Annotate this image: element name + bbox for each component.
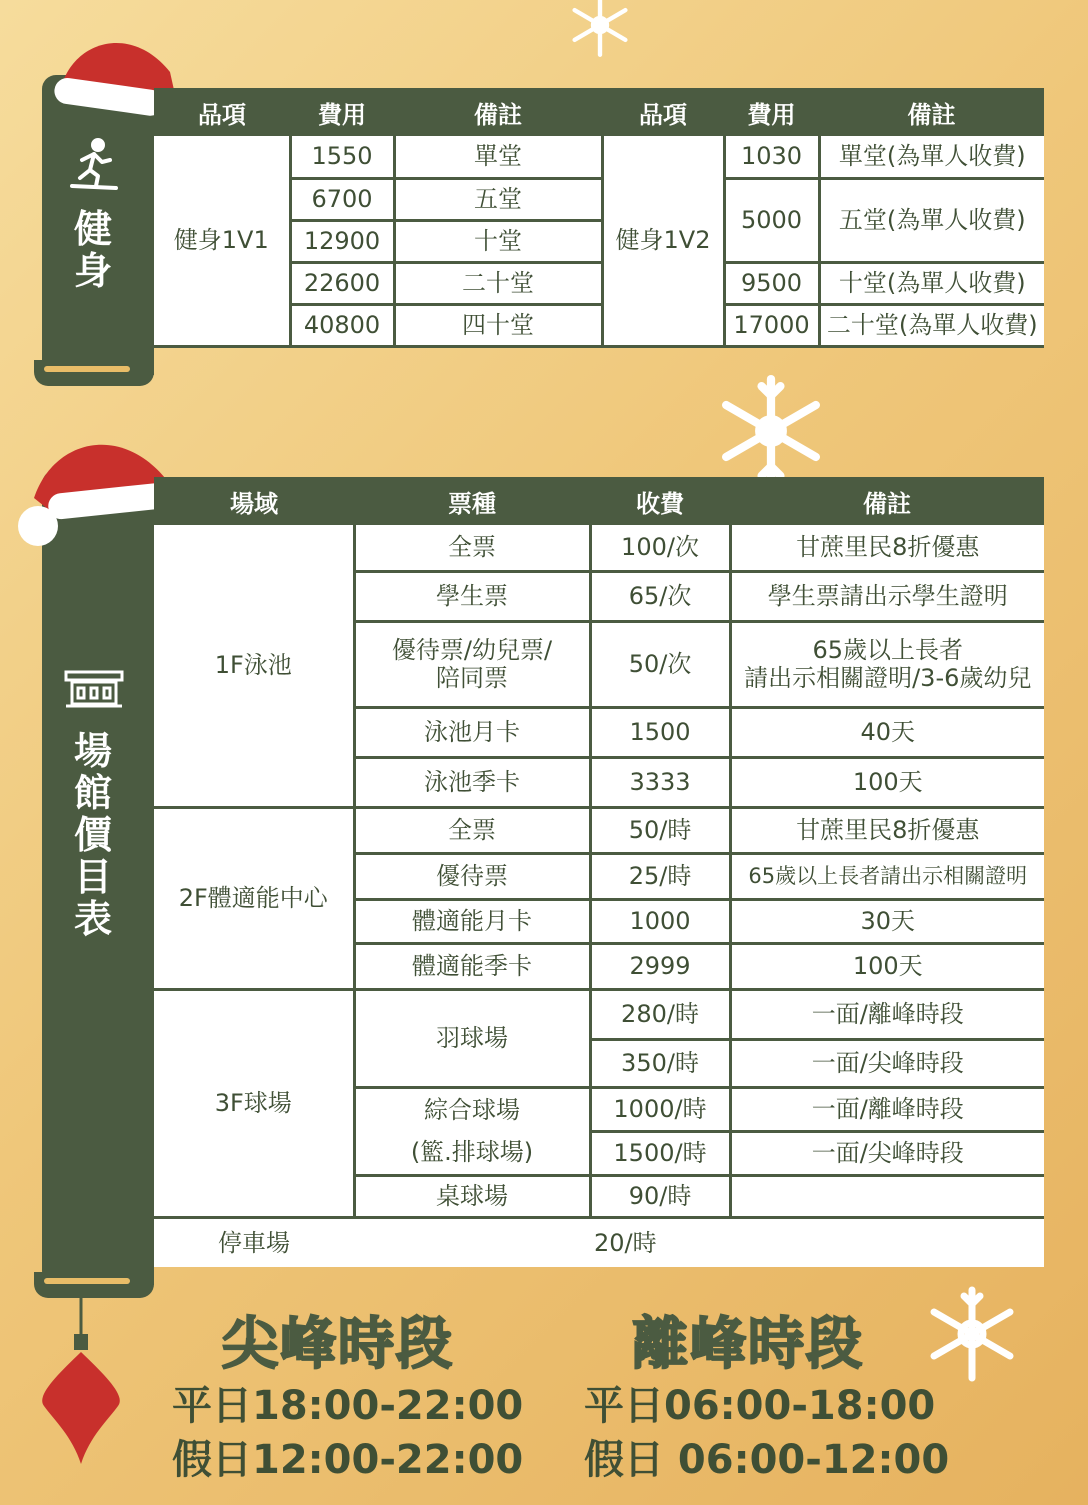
header-fee: 收費 [590, 477, 730, 525]
offpeak-title: 離峰時段 [632, 1312, 864, 1377]
note-cell: 40天 [730, 707, 1044, 757]
ticket-cell: 全票 [354, 807, 590, 853]
ticket-cell: 優待票/幼兒票/ 陪同票 [354, 621, 590, 707]
ticket-table-tennis: 桌球場 [354, 1175, 590, 1217]
note-cell: 65歲以上長者 請出示相關證明/3-6歲幼兒 [730, 621, 1044, 707]
offpeak-holiday: 假日 06:00-12:00 [584, 1437, 950, 1483]
note-cell: 十堂 [394, 220, 602, 262]
fee-cell: 100/次 [590, 525, 730, 571]
note-cell: 五堂(為單人收費) [819, 178, 1044, 262]
note-cell: 學生票請出示學生證明 [730, 571, 1044, 621]
note-cell: 單堂 [394, 136, 602, 178]
note-cell: 五堂 [394, 178, 602, 220]
header-note: 備註 [730, 477, 1044, 525]
venue-price-table [154, 477, 1044, 1267]
note-cell: 十堂(為單人收費) [819, 262, 1044, 304]
note-cell: 四十堂 [394, 304, 602, 346]
header-fee: 費用 [290, 88, 394, 136]
item-1v1: 健身1V1 [154, 136, 290, 346]
note-cell: 甘蔗里民8折優惠 [730, 807, 1044, 853]
ticket-multi-court-sub: (籃.排球場) [354, 1131, 590, 1175]
header-item: 品項 [602, 88, 724, 136]
fee-cell: 40800 [290, 304, 394, 346]
fee-cell: 1500 [590, 707, 730, 757]
snowflake-icon [560, 0, 640, 60]
fee-cell: 65/次 [590, 571, 730, 621]
header-note: 備註 [394, 88, 602, 136]
note-cell: 甘蔗里民8折優惠 [730, 525, 1044, 571]
fee-cell: 1000 [590, 899, 730, 943]
fee-cell: 25/時 [590, 853, 730, 899]
peak-title: 尖峰時段 [222, 1312, 454, 1377]
area-pool: 1F泳池 [154, 525, 354, 807]
fee-cell: 90/時 [590, 1175, 730, 1217]
ticket-badminton: 羽球場 [354, 989, 590, 1087]
header-fee: 費用 [724, 88, 819, 136]
fee-cell: 17000 [724, 304, 819, 346]
note-cell: 100天 [730, 943, 1044, 989]
fee-cell: 50/時 [590, 807, 730, 853]
ticket-cell: 泳池季卡 [354, 757, 590, 807]
ticket-cell: 體適能季卡 [354, 943, 590, 989]
building-icon [64, 668, 124, 708]
note-cell: 100天 [730, 757, 1044, 807]
peak-weekday: 平日18:00-22:00 [172, 1383, 524, 1429]
peak-holiday: 假日12:00-22:00 [172, 1437, 524, 1483]
header-note: 備註 [819, 88, 1044, 136]
ticket-cell: 優待票 [354, 853, 590, 899]
ornament-icon [36, 1296, 126, 1468]
fee-cell: 50/次 [590, 621, 730, 707]
fitness-banner-curl [34, 360, 154, 386]
fee-cell: 6700 [290, 178, 394, 220]
fee-cell: 5000 [724, 178, 819, 262]
ticket-cell: 體適能月卡 [354, 899, 590, 943]
parking-fee [354, 1217, 1044, 1267]
fee-cell: 350/時 [590, 1039, 730, 1087]
santa-hat-icon [14, 428, 176, 552]
area-parking: 停車場 [154, 1217, 354, 1267]
ticket-cell: 泳池月卡 [354, 707, 590, 757]
note-cell: 一面/離峰時段 [730, 1087, 1044, 1131]
fee-cell: 12900 [290, 220, 394, 262]
area-fitness-center: 2F體適能中心 [154, 807, 354, 989]
note-cell: 單堂(為單人收費) [819, 136, 1044, 178]
note-cell: 一面/離峰時段 [730, 989, 1044, 1039]
ticket-cell: 全票 [354, 525, 590, 571]
area-court: 3F球場 [154, 989, 354, 1217]
header-item: 品項 [154, 88, 290, 136]
fitness-price-table [154, 88, 1044, 348]
note-cell: 一面/尖峰時段 [730, 1131, 1044, 1175]
snowflake-icon [712, 372, 830, 490]
header-area: 場域 [154, 477, 354, 525]
fee-cell: 3333 [590, 757, 730, 807]
item-1v2: 健身1V2 [602, 136, 724, 346]
note-cell: 二十堂(為單人收費) [819, 304, 1044, 346]
fee-cell: 2999 [590, 943, 730, 989]
venue-section-label: 場館價目表 [73, 729, 112, 941]
note-cell: 一面/尖峰時段 [730, 1039, 1044, 1087]
offpeak-weekday: 平日06:00-18:00 [584, 1383, 936, 1429]
fitness-section-label: 健身 [73, 207, 112, 293]
fee-cell: 1000/時 [590, 1087, 730, 1131]
note-cell: 二十堂 [394, 262, 602, 304]
ticket-cell: 學生票 [354, 571, 590, 621]
snowflake-icon [922, 1284, 1022, 1384]
note-cell [730, 1175, 1044, 1217]
venue-banner-curl [34, 1272, 154, 1298]
header-ticket: 票種 [354, 477, 590, 525]
running-person-icon [68, 138, 120, 194]
fee-cell: 22600 [290, 262, 394, 304]
ticket-multi-court: 綜合球場 [354, 1087, 590, 1131]
fee-cell: 280/時 [590, 989, 730, 1039]
note-cell: 65歲以上長者請出示相關證明 [730, 853, 1044, 899]
fee-cell: 1550 [290, 136, 394, 178]
parking-fee-value: 20/時 [594, 1228, 657, 1257]
note-cell: 30天 [730, 899, 1044, 943]
fee-cell: 9500 [724, 262, 819, 304]
fee-cell: 1500/時 [590, 1131, 730, 1175]
fee-cell: 1030 [724, 136, 819, 178]
